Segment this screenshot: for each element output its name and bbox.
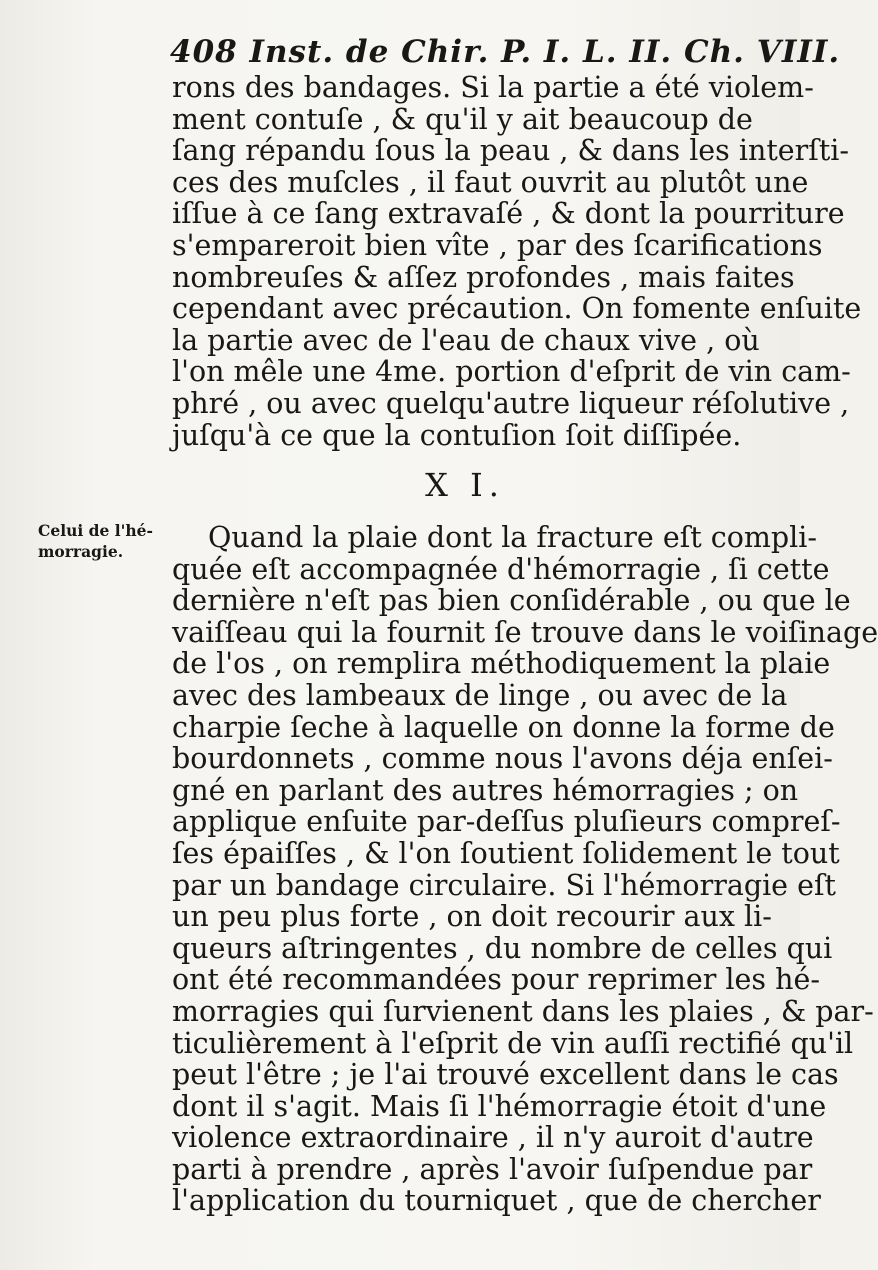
text-line: parti à prendre , après l'avoir ſuſpendue par xyxy=(172,1152,813,1186)
margin-note-line: Celui de l'hé- xyxy=(38,521,153,540)
text-line: par un bandage circulaire. Si l'hémorragie eſt xyxy=(172,868,836,902)
text-line: violence extraordinaire , il n'y auroit d'autre xyxy=(172,1121,814,1155)
margin-note-line: morragie. xyxy=(38,542,124,561)
text-line: phré , ou avec quelqu'autre liqueur réſolutive , xyxy=(172,386,850,420)
text-line: charpie ſeche à laquelle on donne la forme de xyxy=(172,710,835,744)
text-line: quée eſt accompagnée d'hémorragie , ſi cette xyxy=(172,552,830,586)
text-line: applique enſuite par-deſſus pluſieurs compreſ- xyxy=(172,805,841,839)
text-line: de l'os , on remplira méthodiquement la plaie xyxy=(172,647,831,681)
text-line: juſqu'à ce que la contuſion ſoit diſſipée. xyxy=(172,418,742,452)
text-line: gné en parlant des autres hémorragies ; on xyxy=(172,773,799,807)
text-line: ces des muſcles , il faut ouvrit au plutôt une xyxy=(172,165,809,199)
margin-note xyxy=(38,520,178,562)
text-line: dont il s'agit. Mais ſi l'hémorragie étoit d'une xyxy=(172,1089,827,1123)
text-line: morragies qui ſurvienent dans les plaies , & par- xyxy=(172,994,874,1028)
running-header: 408 Inst. de Chir. P. I. L. II. Ch. VIII. xyxy=(170,34,841,70)
paragraph-1 xyxy=(172,71,862,452)
text-line: ment contuſe , & qu'il y ait beaucoup de xyxy=(172,102,753,136)
text-line: ticulièrement à l'eſprit de vin auſſi rectifié qu'il xyxy=(172,1026,854,1060)
paragraph-2 xyxy=(172,521,878,1218)
text-line: rons des bandages. Si la partie a été violem- xyxy=(172,71,814,104)
text-line: nombreuſes & aſſez profondes , mais faites xyxy=(172,260,795,294)
text-line: peut l'être ; je l'ai trouvé excellent dans le cas xyxy=(172,1058,839,1092)
text-line: ſes épaiſſes , & l'on ſoutient ſolidement le tout xyxy=(172,836,840,870)
text-line: cependant avec précaution. On fomente enſuite xyxy=(172,292,862,326)
text-line: queurs aſtringentes , du nombre de celles qui xyxy=(172,931,833,965)
text-line: l'application du tourniquet , que de chercher xyxy=(172,1184,821,1218)
text-line: s'empareroit bien vîte , par des ſcarifications xyxy=(172,228,823,262)
text-line: un peu plus forte , on doit recourir aux li- xyxy=(172,900,772,934)
text-line: bourdonnets , comme nous l'avons déja enſei- xyxy=(172,742,833,776)
section-number: X I. xyxy=(425,466,505,504)
text-line: l'on mêle une 4me. portion d'eſprit de vin cam- xyxy=(172,355,851,389)
text-line: dernière n'eſt pas bien conſidérable , ou que le xyxy=(172,584,851,618)
text-line: ont été recommandées pour reprimer les hé- xyxy=(172,963,820,997)
text-line: Quand la plaie dont la fracture eſt compli- xyxy=(208,521,818,554)
text-line: la partie avec de l'eau de chaux vive , où xyxy=(172,323,760,357)
text-line: vaiſſeau qui la fournit ſe trouve dans le voiſinage xyxy=(172,615,878,649)
text-line: avec des lambeaux de linge , ou avec de la xyxy=(172,678,788,712)
text-line: iſſue à ce ſang extravaſé , & dont la pourriture xyxy=(172,197,845,231)
text-line: ſang répandu ſous la peau , & dans les interſti- xyxy=(172,134,850,168)
